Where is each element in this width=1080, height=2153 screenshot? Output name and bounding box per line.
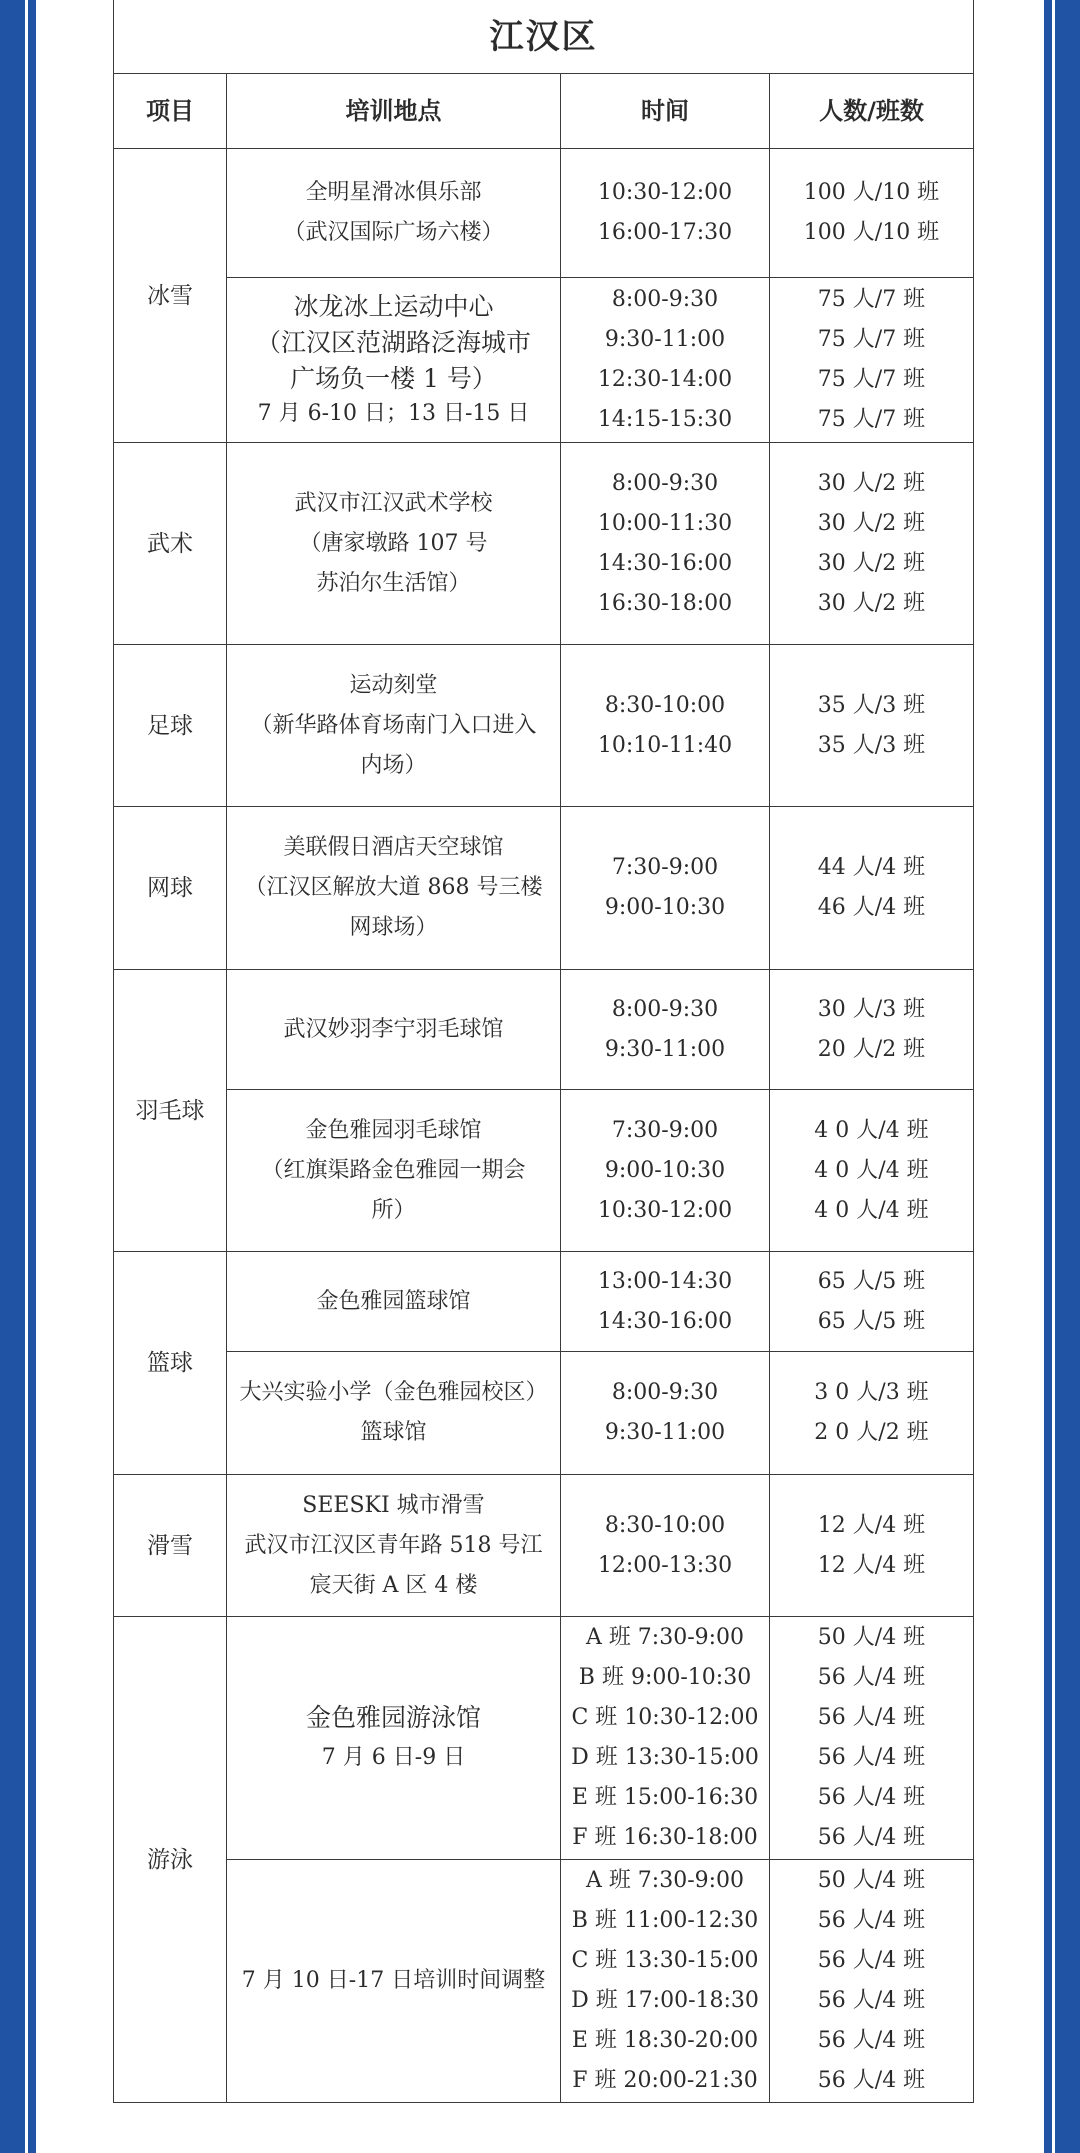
table-row <box>114 149 974 278</box>
time-line: 12:30-14:00 <box>597 367 733 392</box>
venue-cell <box>227 1860 561 2103</box>
right-blue-border <box>1044 0 1080 2153</box>
capacity-line: 50 人/4 班 <box>817 1625 926 1650</box>
venue-line: 金色雅园游泳馆 <box>305 1703 481 1732</box>
venue-cell <box>227 1617 561 1860</box>
time-line: F 班 20:00-21:30 <box>572 2068 758 2093</box>
venue-cell <box>227 645 561 807</box>
capacity-line: 75 人/7 班 <box>817 327 926 352</box>
venue-line: （新华路体育场南门入口进入 <box>250 712 537 738</box>
venue-line: 网球场） <box>349 915 438 940</box>
capacity-line: 30 人/2 班 <box>817 590 926 616</box>
header-time: 时间 <box>561 74 770 149</box>
time-line: 9:30-11:00 <box>604 1036 726 1062</box>
capacity-cell <box>770 1252 974 1352</box>
time-line: D 班 13:30-15:00 <box>571 1745 759 1770</box>
capacity-line: 100 人/10 班 <box>803 220 940 245</box>
capacity-line: 4 0 人/4 班 <box>814 1117 929 1143</box>
time-line: 9:00-10:30 <box>604 895 726 920</box>
header-capacity: 人数/班数 <box>770 74 974 149</box>
venue-line: （江汉区范湖路泛海城市 <box>255 328 531 357</box>
capacity-line: 75 人/7 班 <box>817 407 926 432</box>
time-line: 8:00-9:30 <box>611 470 719 496</box>
capacity-cell <box>770 1860 974 2103</box>
capacity-line: 20 人/2 班 <box>817 1036 926 1062</box>
capacity-line: 56 人/4 班 <box>817 1988 926 2013</box>
capacity-cell <box>770 443 974 645</box>
sport-cell: 篮球 <box>114 1252 227 1475</box>
sport-cell: 滑雪 <box>114 1475 227 1617</box>
capacity-line: 56 人/4 班 <box>817 1665 926 1690</box>
capacity-line: 75 人/7 班 <box>817 287 926 312</box>
time-cell <box>561 149 770 278</box>
capacity-line: 30 人/2 班 <box>817 510 926 536</box>
capacity-cell <box>770 149 974 278</box>
time-cell <box>561 1352 770 1475</box>
table-row <box>114 1860 974 2103</box>
sport-cell: 足球 <box>114 645 227 807</box>
venue-line: 武汉妙羽李宁羽毛球馆 <box>283 1016 504 1042</box>
capacity-line: 12 人/4 班 <box>817 1512 926 1538</box>
capacity-line: 35 人/3 班 <box>817 732 926 758</box>
time-cell <box>561 1860 770 2103</box>
capacity-cell <box>770 807 974 970</box>
time-line: 10:00-11:30 <box>597 510 733 536</box>
time-line: 8:30-10:00 <box>604 1512 726 1538</box>
table-row <box>114 645 974 807</box>
venue-line: 大兴实验小学（金色雅园校区） <box>239 1380 548 1405</box>
capacity-cell <box>770 1475 974 1617</box>
venue-line: 金色雅园篮球馆 <box>316 1288 471 1314</box>
time-line: 14:15-15:30 <box>597 407 733 432</box>
time-cell <box>561 278 770 443</box>
venue-line: 武汉市江汉武术学校 <box>294 490 493 516</box>
time-line: A 班 7:30-9:00 <box>585 1868 745 1893</box>
capacity-line: 56 人/4 班 <box>817 1948 926 1973</box>
capacity-line: 65 人/5 班 <box>817 1308 926 1334</box>
venue-line: 广场负一楼 1 号） <box>290 364 497 393</box>
time-line: 9:30-11:00 <box>604 327 726 352</box>
venue-line: 全明星滑冰俱乐部 <box>305 180 482 205</box>
venue-cell <box>227 970 561 1090</box>
time-line: D 班 17:00-18:30 <box>571 1988 759 2013</box>
time-line: 9:00-10:30 <box>604 1157 726 1183</box>
sport-cell: 游泳 <box>114 1617 227 2103</box>
capacity-line: 56 人/4 班 <box>817 1785 926 1810</box>
header-row <box>114 74 974 149</box>
time-line: C 班 10:30-12:00 <box>571 1705 759 1730</box>
capacity-line: 30 人/2 班 <box>817 550 926 576</box>
time-line: 14:30-16:00 <box>597 1308 733 1334</box>
table-row <box>114 1352 974 1475</box>
capacity-line: 100 人/10 班 <box>803 180 940 205</box>
venue-line: （江汉区解放大道 868 号三楼 <box>244 875 543 900</box>
time-line: B 班 11:00-12:30 <box>571 1908 759 1933</box>
header-sport: 项目 <box>114 74 227 149</box>
time-line: 10:30-12:00 <box>597 1197 733 1223</box>
venue-line: SEESKI 城市滑雪 <box>302 1492 485 1518</box>
capacity-line: 65 人/5 班 <box>817 1268 926 1294</box>
capacity-line: 56 人/4 班 <box>817 1825 926 1850</box>
capacity-line: 2 0 人/2 班 <box>814 1420 929 1445</box>
time-cell <box>561 1617 770 1860</box>
time-line: E 班 15:00-16:30 <box>571 1785 759 1810</box>
venue-cell <box>227 278 561 443</box>
time-cell <box>561 807 770 970</box>
capacity-line: 30 人/2 班 <box>817 470 926 496</box>
time-line: E 班 18:30-20:00 <box>571 2028 759 2053</box>
capacity-line: 35 人/3 班 <box>817 692 926 718</box>
capacity-cell <box>770 970 974 1090</box>
table-row <box>114 1617 974 1860</box>
venue-line: 运动刻堂 <box>349 672 438 698</box>
time-line: B 班 9:00-10:30 <box>578 1665 752 1690</box>
time-line: 14:30-16:00 <box>597 550 733 576</box>
venue-line: 7 月 6 日-9 日 <box>321 1745 466 1770</box>
venue-line: 篮球馆 <box>360 1420 427 1445</box>
venue-line: （武汉国际广场六楼） <box>283 220 504 245</box>
sport-cell: 冰雪 <box>114 149 227 443</box>
capacity-line: 4 0 人/4 班 <box>814 1157 929 1183</box>
capacity-line: 12 人/4 班 <box>817 1552 926 1578</box>
venue-line: 苏泊尔生活馆） <box>316 570 471 596</box>
time-line: 16:00-17:30 <box>597 220 733 245</box>
venue-line: （唐家墩路 107 号 <box>299 530 488 556</box>
time-line: 10:10-11:40 <box>597 732 733 758</box>
capacity-line: 44 人/4 班 <box>817 855 926 880</box>
capacity-cell <box>770 645 974 807</box>
venue-cell <box>227 1352 561 1475</box>
left-blue-border <box>0 0 36 2153</box>
time-line: 12:00-13:30 <box>597 1552 733 1578</box>
table-row <box>114 1475 974 1617</box>
table-row <box>114 970 974 1090</box>
time-cell <box>561 1475 770 1617</box>
table-title: 江汉区 <box>114 0 974 74</box>
time-line: 8:00-9:30 <box>611 996 719 1022</box>
time-line: 16:30-18:00 <box>597 590 733 616</box>
venue-line: 7 月 10 日-17 日培训时间调整 <box>241 1968 546 1993</box>
venue-cell <box>227 1475 561 1617</box>
table-row <box>114 1090 974 1252</box>
venue-line: 所） <box>371 1197 416 1223</box>
capacity-line: 56 人/4 班 <box>817 1745 926 1770</box>
time-line: C 班 13:30-15:00 <box>571 1948 759 1973</box>
capacity-line: 30 人/3 班 <box>817 996 926 1022</box>
time-line: 7:30-9:00 <box>611 1117 719 1143</box>
venue-line: 7 月 6-10 日；13 日-15 日 <box>257 401 530 426</box>
time-line: 8:30-10:00 <box>604 692 726 718</box>
capacity-line: 56 人/4 班 <box>817 1705 926 1730</box>
capacity-line: 46 人/4 班 <box>817 895 926 920</box>
capacity-line: 3 0 人/3 班 <box>814 1380 929 1405</box>
time-line: 7:30-9:00 <box>611 855 719 880</box>
time-line: F 班 16:30-18:00 <box>572 1825 758 1850</box>
sport-cell: 羽毛球 <box>114 970 227 1252</box>
capacity-line: 50 人/4 班 <box>817 1868 926 1893</box>
time-line: 10:30-12:00 <box>597 180 733 205</box>
sport-cell: 武术 <box>114 443 227 645</box>
time-cell <box>561 645 770 807</box>
venue-line: 金色雅园羽毛球馆 <box>305 1117 482 1143</box>
venue-line: 武汉市江汉区青年路 518 号江 <box>244 1532 543 1558</box>
venue-cell <box>227 443 561 645</box>
schedule-sheet <box>113 0 973 2153</box>
capacity-line: 56 人/4 班 <box>817 1908 926 1933</box>
sport-cell: 网球 <box>114 807 227 970</box>
venue-line: 美联假日酒店天空球馆 <box>283 835 504 860</box>
time-line: A 班 7:30-9:00 <box>585 1625 745 1650</box>
time-line: 13:00-14:30 <box>597 1268 733 1294</box>
time-cell <box>561 1090 770 1252</box>
table-row <box>114 443 974 645</box>
venue-cell <box>227 149 561 278</box>
time-line: 8:00-9:30 <box>611 1380 719 1405</box>
venue-line: 冰龙冰上运动中心 <box>293 292 494 321</box>
capacity-line: 75 人/7 班 <box>817 367 926 392</box>
venue-cell <box>227 1090 561 1252</box>
capacity-cell <box>770 278 974 443</box>
table-row <box>114 278 974 443</box>
table-row <box>114 1252 974 1352</box>
capacity-cell <box>770 1090 974 1252</box>
time-cell <box>561 1252 770 1352</box>
time-cell <box>561 443 770 645</box>
capacity-line: 56 人/4 班 <box>817 2068 926 2093</box>
header-venue: 培训地点 <box>227 74 561 149</box>
capacity-line: 4 0 人/4 班 <box>814 1197 929 1223</box>
table-row <box>114 807 974 970</box>
capacity-cell <box>770 1617 974 1860</box>
venue-line: （红旗渠路金色雅园一期会 <box>261 1157 526 1183</box>
capacity-line: 56 人/4 班 <box>817 2028 926 2053</box>
time-cell <box>561 970 770 1090</box>
venue-line: 宸天街 A 区 4 楼 <box>309 1572 478 1598</box>
time-line: 9:30-11:00 <box>604 1420 726 1445</box>
training-schedule-table <box>113 0 974 2103</box>
venue-cell <box>227 807 561 970</box>
time-line: 8:00-9:30 <box>611 287 719 312</box>
venue-line: 内场） <box>360 752 427 778</box>
capacity-cell <box>770 1352 974 1475</box>
venue-cell <box>227 1252 561 1352</box>
